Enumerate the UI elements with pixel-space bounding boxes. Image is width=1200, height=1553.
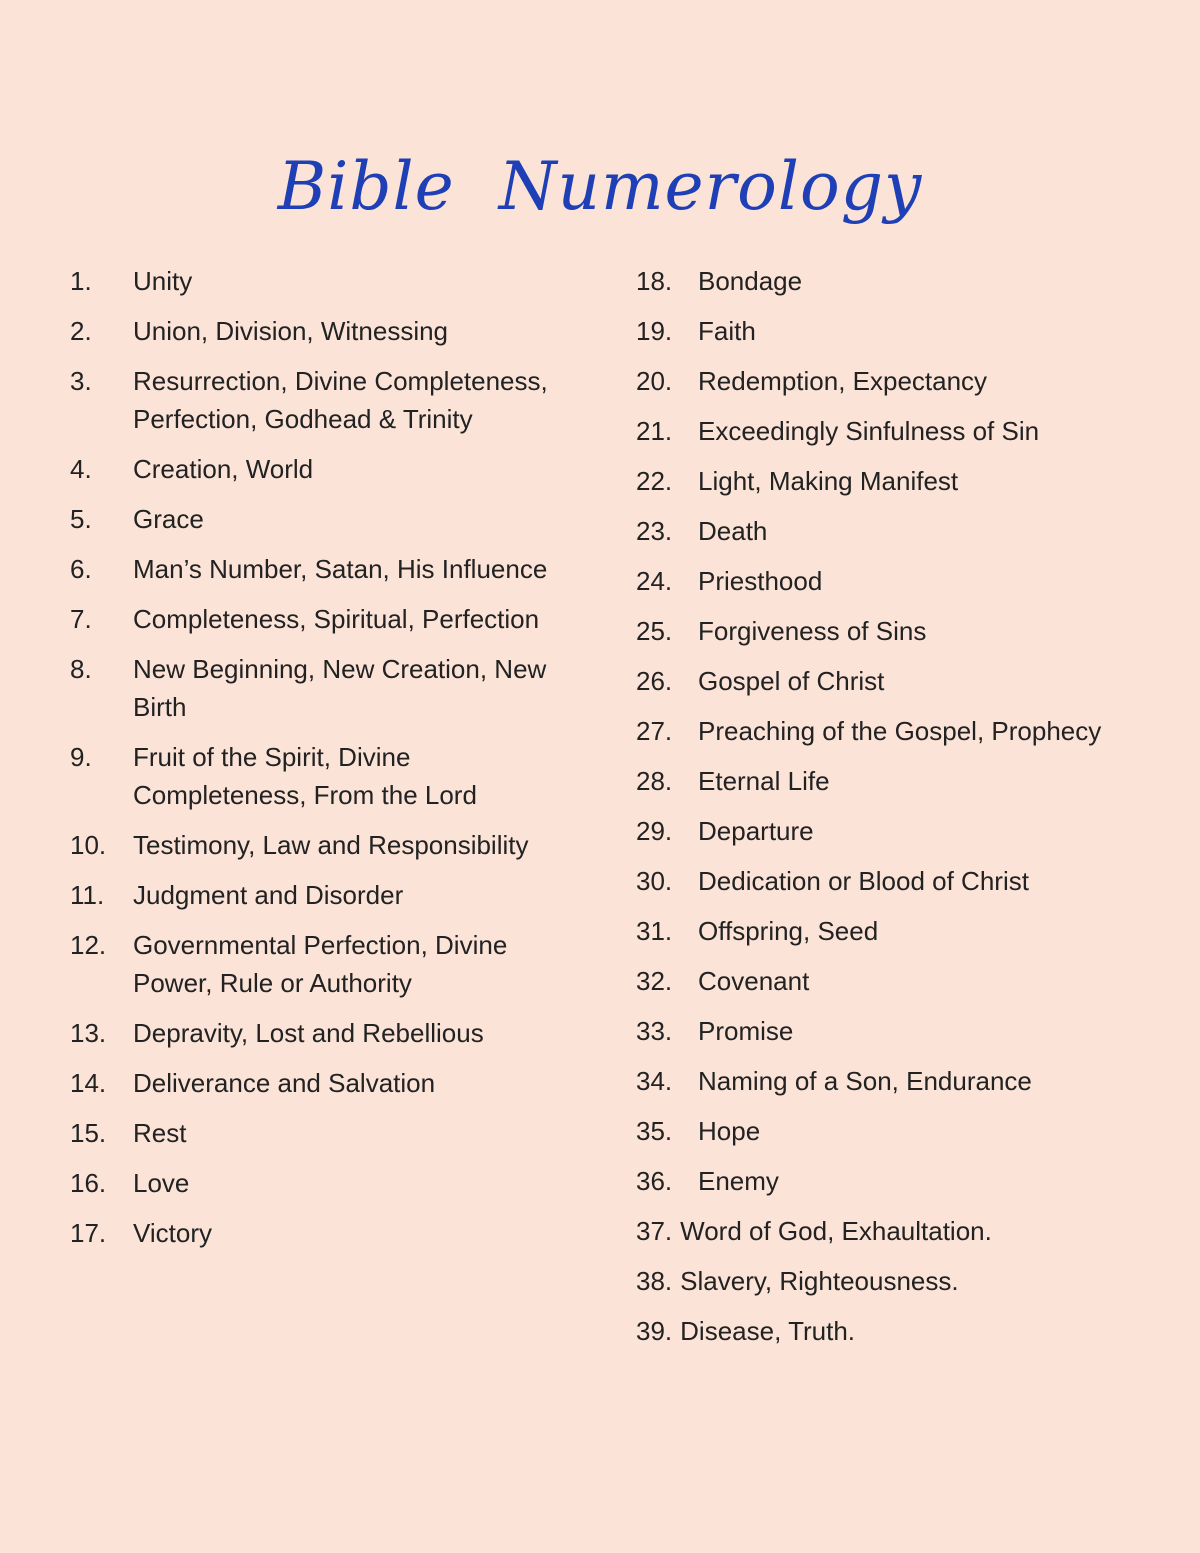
list-item-number: 26. <box>636 666 673 696</box>
list-item <box>636 1012 1156 1050</box>
list-item-number: 6. <box>70 554 92 584</box>
list-item-meaning: Faith <box>698 316 756 346</box>
list-item <box>636 562 1156 600</box>
list-item <box>636 1312 1156 1350</box>
list-item <box>636 462 1156 500</box>
list-item-meaning: Bondage <box>698 266 803 296</box>
list-item-meaning: Resurrection, Divine Completeness, Perfection, Godhead & Trinity <box>133 366 548 434</box>
list-item <box>636 412 1156 450</box>
list-item-number: 15. <box>70 1118 107 1148</box>
list-item <box>636 712 1156 750</box>
list-item-number: 19. <box>636 316 673 346</box>
list-item-meaning: Testimony, Law and Responsibility <box>133 830 529 860</box>
list-item-meaning: Completeness, Spiritual, Perfection <box>133 604 540 634</box>
list-item-meaning: Grace <box>133 504 204 534</box>
list-item <box>636 1162 1156 1200</box>
list-item-meaning: Man’s Number, Satan, His Influence <box>133 554 548 584</box>
list-item <box>70 1014 570 1052</box>
list-item-number: 11. <box>70 880 105 910</box>
list-item <box>70 500 570 538</box>
list-item-meaning: Love <box>133 1168 190 1198</box>
list-item-meaning: Depravity, Lost and Rebellious <box>133 1018 484 1048</box>
list-item-number: 8. <box>70 654 92 684</box>
list-item-number: 37. <box>636 1216 673 1246</box>
list-item-number: 34. <box>636 1066 673 1096</box>
list-item-meaning: Deliverance and Salvation <box>133 1068 436 1098</box>
list-item-meaning: Victory <box>133 1218 212 1248</box>
list-item <box>636 1262 1156 1300</box>
list-item-meaning: Departure <box>698 816 814 846</box>
list-item <box>70 1114 570 1152</box>
list-item <box>636 762 1156 800</box>
list-item <box>636 1212 1156 1250</box>
list-item-number: 24. <box>636 566 673 596</box>
list-item-meaning: Unity <box>133 266 193 296</box>
list-item <box>636 262 1156 300</box>
list-item-meaning: Hope <box>698 1116 761 1146</box>
list-item-number: 17. <box>70 1218 107 1248</box>
list-item <box>636 962 1156 1000</box>
list-item-number: 16. <box>70 1168 107 1198</box>
list-item <box>70 550 570 588</box>
list-item-number: 28. <box>636 766 673 796</box>
list-item-number: 22. <box>636 466 673 496</box>
list-item <box>70 876 570 914</box>
list-item-meaning: Forgiveness of Sins <box>698 616 927 646</box>
list-item <box>636 1062 1156 1100</box>
list-item <box>70 450 570 488</box>
list-item-number: 7. <box>70 604 92 634</box>
list-item <box>636 512 1156 550</box>
list-item-meaning: Dedication or Blood of Christ <box>698 866 1029 896</box>
list-item-number: 20. <box>636 366 673 396</box>
list-item-number: 10. <box>70 830 107 860</box>
list-item-number: 29. <box>636 816 673 846</box>
list-item-meaning: Rest <box>133 1118 187 1148</box>
list-item <box>636 1112 1156 1150</box>
list-item-meaning: Enemy <box>698 1166 779 1196</box>
list-item-number: 9. <box>70 742 92 772</box>
list-item-number: 13. <box>70 1018 107 1048</box>
list-item-meaning: Naming of a Son, Endurance <box>698 1066 1032 1096</box>
list-item-number: 32. <box>636 966 673 996</box>
list-item-meaning: Governmental Perfection, Divine Power, Rule or Authority <box>133 930 508 998</box>
list-item-meaning: Gospel of Christ <box>698 666 885 696</box>
list-item-meaning: Disease, Truth. <box>680 1316 856 1346</box>
list-item <box>636 362 1156 400</box>
list-item-number: 31. <box>636 916 673 946</box>
list-item-number: 35. <box>636 1116 673 1146</box>
list-item-meaning: Judgment and Disorder <box>133 880 404 910</box>
list-item <box>70 826 570 864</box>
list-item-meaning: Creation, World <box>133 454 314 484</box>
list-item <box>636 862 1156 900</box>
list-item-number: 12. <box>70 930 107 960</box>
list-item-meaning: Offspring, Seed <box>698 916 879 946</box>
list-item <box>636 912 1156 950</box>
list-item-meaning: Covenant <box>698 966 810 996</box>
list-item-number: 18. <box>636 266 673 296</box>
left-column-list <box>70 262 570 1264</box>
list-item-meaning: Exceedingly Sinfulness of Sin <box>698 416 1040 446</box>
list-item <box>70 1214 570 1252</box>
list-item <box>70 262 570 300</box>
list-item-number: 2. <box>70 316 92 346</box>
list-item <box>70 600 570 638</box>
page-title: Bible Numerology <box>277 148 923 225</box>
list-item-number: 36. <box>636 1166 673 1196</box>
list-item <box>70 362 570 438</box>
list-item <box>70 926 570 1002</box>
list-item <box>70 1064 570 1102</box>
list-item-number: 30. <box>636 866 673 896</box>
list-item-number: 21. <box>636 416 673 446</box>
list-item-meaning: Word of God, Exhaultation. <box>680 1216 992 1246</box>
list-item-meaning: Slavery, Righteousness. <box>680 1266 959 1296</box>
list-item-number: 5. <box>70 504 92 534</box>
list-item-meaning: Union, Division, Witnessing <box>133 316 449 346</box>
list-item-meaning: Fruit of the Spirit, Divine Completeness, From the Lord <box>133 742 477 810</box>
list-item <box>636 662 1156 700</box>
list-item-number: 39. <box>636 1316 673 1346</box>
list-item <box>636 812 1156 850</box>
list-item-number: 38. <box>636 1266 673 1296</box>
list-item-number: 3. <box>70 366 92 396</box>
list-item-meaning: Death <box>698 516 768 546</box>
list-item-meaning: Promise <box>698 1016 794 1046</box>
list-item-number: 33. <box>636 1016 673 1046</box>
list-item-meaning: Redemption, Expectancy <box>698 366 988 396</box>
list-item-meaning: Light, Making Manifest <box>698 466 959 496</box>
list-item <box>636 612 1156 650</box>
list-item <box>636 312 1156 350</box>
list-item <box>70 650 570 726</box>
right-column-list <box>636 262 1156 1362</box>
list-item-meaning: Priesthood <box>698 566 823 596</box>
list-item <box>70 312 570 350</box>
list-item-number: 1. <box>70 266 92 296</box>
list-item <box>70 1164 570 1202</box>
list-item-number: 23. <box>636 516 673 546</box>
list-item-number: 27. <box>636 716 673 746</box>
list-item-number: 25. <box>636 616 673 646</box>
list-item-number: 4. <box>70 454 92 484</box>
list-item-number: 14. <box>70 1068 107 1098</box>
list-item-meaning: Preaching of the Gospel, Prophecy <box>698 716 1102 746</box>
list-item <box>70 738 570 814</box>
list-item-meaning: Eternal Life <box>698 766 830 796</box>
list-item-meaning: New Beginning, New Creation, New Birth <box>133 654 547 722</box>
